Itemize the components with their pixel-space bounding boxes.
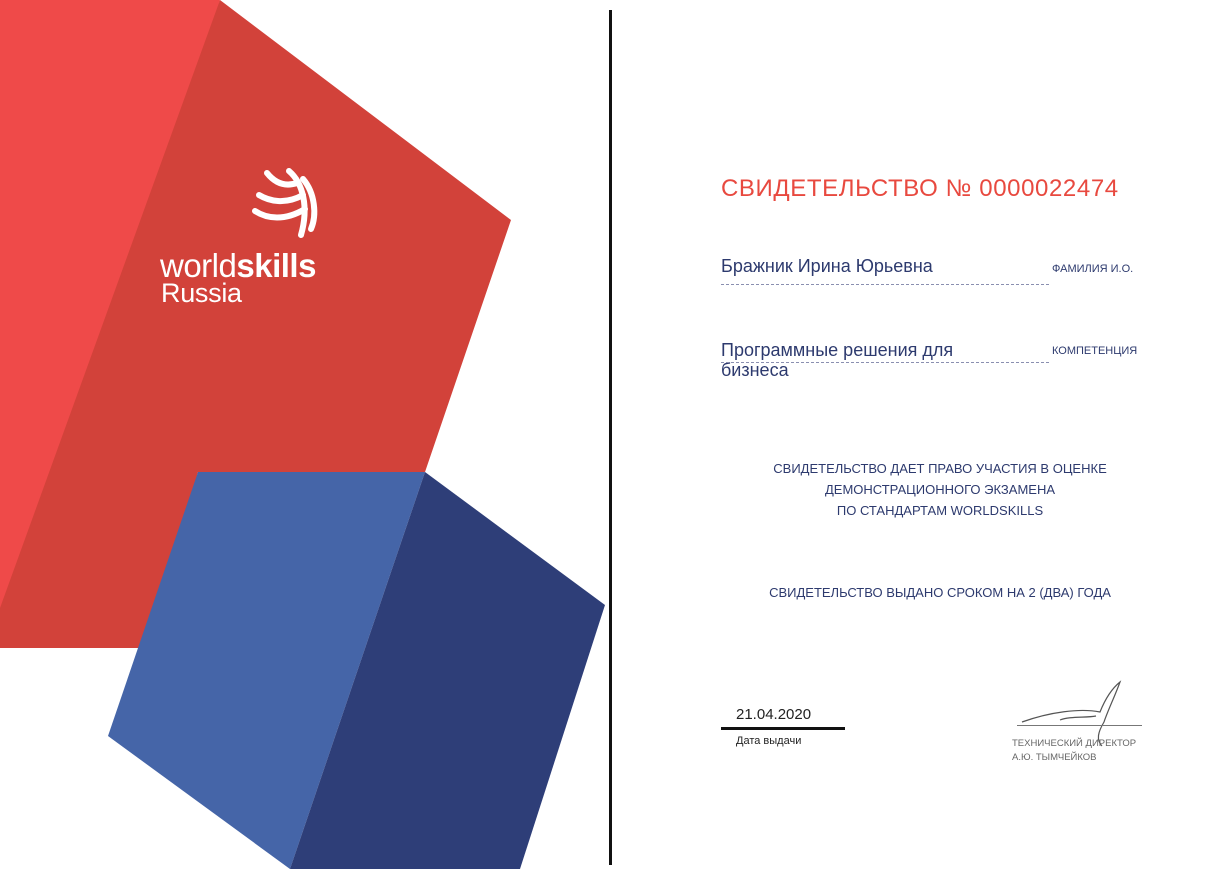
brand-word-bold: skills (236, 247, 316, 284)
worldskills-emblem-icon (245, 165, 325, 245)
validity-statement: СВИДЕТЕЛЬСТВО ВЫДАНО СРОКОМ НА 2 (ДВА) ГОДА (769, 585, 1111, 600)
brand-region: Russia (161, 278, 242, 308)
name-value: Бражник Ирина Юрьевна (721, 256, 933, 276)
signatory-name: А.Ю. ТЫМЧЕЙКОВ (1012, 752, 1097, 763)
rights-statement-line-3: ПО СТАНДАРТАМ WORLDSKILLS (836, 503, 1044, 518)
issue-date: 21.04.2020 (736, 706, 812, 723)
competence-underline (721, 362, 1049, 363)
competence-value: Программные решения для бизнеса (721, 340, 954, 380)
rights-statement (690, 458, 1190, 521)
issue-date-label: Дата выдачи (736, 735, 802, 747)
brand-artwork (0, 0, 610, 869)
signature-underline (1017, 725, 1142, 726)
competence-label: КОМПЕТЕНЦИЯ (1052, 345, 1138, 357)
signatory-role: ТЕХНИЧЕСКИЙ ДИРЕКТОР (1012, 738, 1137, 749)
certificate-title: СВИДЕТЕЛЬСТВО № 0000022474 (721, 175, 1119, 202)
vertical-divider (609, 10, 612, 865)
rights-statement-line-1: СВИДЕТЕЛЬСТВО ДАЕТ ПРАВО УЧАСТИЯ В ОЦЕНКЕ (773, 461, 1107, 476)
issue-date-underline (721, 727, 845, 730)
rights-statement-line-2: ДЕМОНСТРАЦИОННОГО ЭКЗАМЕНА (824, 482, 1056, 497)
brand-word-light: world (160, 247, 237, 284)
name-label: ФАМИЛИЯ И.О. (1052, 263, 1134, 275)
name-underline (721, 284, 1049, 285)
